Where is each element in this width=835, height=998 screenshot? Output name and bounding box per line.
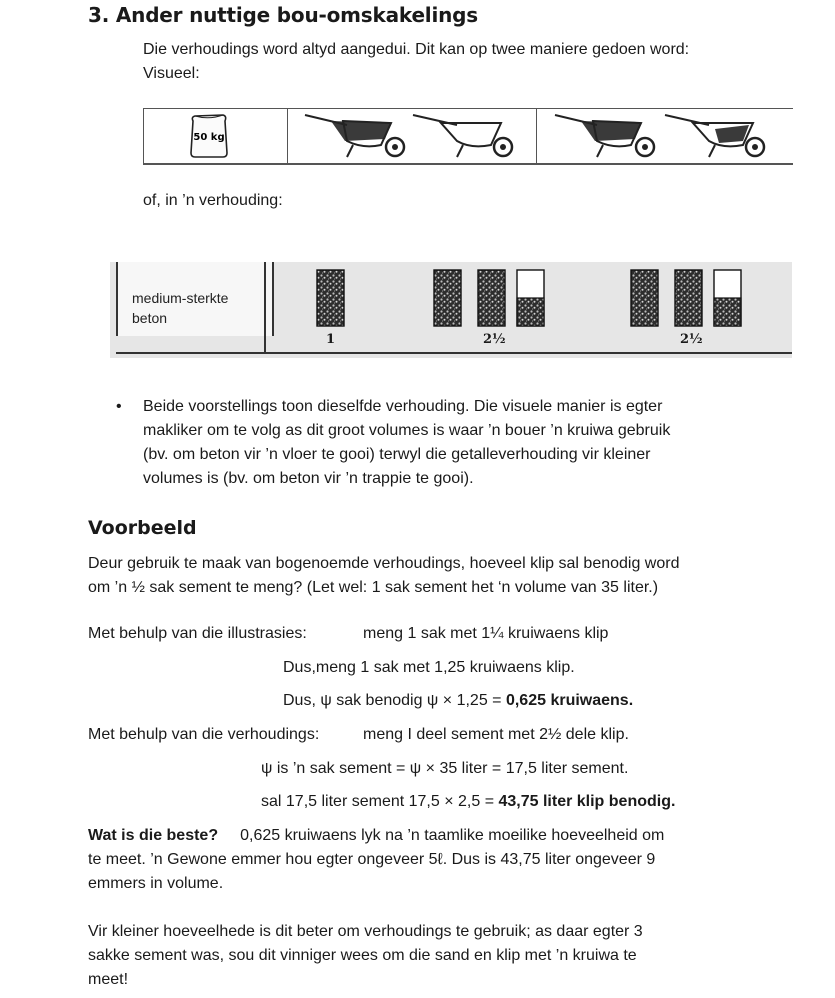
- ratio-step1: meng I deel sement met 2½ dele klip.: [363, 726, 629, 743]
- ratio-label-line1: medium-sterkte: [132, 290, 229, 306]
- bullet-dot: •: [116, 398, 122, 415]
- bullet-line: (bv. om beton vir ’n vloer te gooi) terwyl die getalleverhouding vir kleiner: [143, 446, 651, 463]
- best-line: te meet. ’n Gewone emmer hou egter ongeveer 5ℓ. Dus is 43,75 liter ongeveer 9: [88, 851, 656, 868]
- example-question: [88, 552, 788, 600]
- final-line: meet!: [88, 971, 129, 988]
- illus-label: Met behulp van die illustrasies:: [88, 625, 307, 642]
- cement-block: [317, 270, 344, 326]
- best-paragraph: [88, 824, 808, 896]
- wheelbarrow-empty-icon: [411, 111, 526, 161]
- ratio-step3-text: sal 17,5 liter sement 17,5 × 2,5 =: [261, 793, 499, 810]
- or-text: of, in ’n verhouding:: [143, 192, 283, 209]
- ratio-number: 2½: [680, 332, 703, 347]
- question-line: om ’n ½ sak sement te meng? (Let wel: 1 sak sement het ‘n volume van 35 liter.): [88, 579, 659, 596]
- ratio-result: 43,75 liter klip benodig.: [498, 793, 676, 810]
- section-heading: 3. Ander nuttige bou-omskakelings: [88, 3, 478, 27]
- bullet-line: makliker om te volg as dit groot volumes is waar ’n bouer ’n kruiwa gebruik: [143, 422, 671, 439]
- wheelbarrow-full-icon: [553, 111, 668, 161]
- cement-bag-icon: [187, 113, 231, 159]
- ratio-step3: [261, 790, 675, 814]
- example-heading: Voorbeeld: [88, 517, 197, 539]
- stone-block: [478, 270, 505, 326]
- question-line: Deur gebruik te maak van bogenoemde verhoudings, hoeveel klip sal benodig word: [88, 555, 680, 572]
- visual-ratio-strip: [143, 108, 793, 165]
- best-label: Wat is die beste?: [88, 827, 219, 844]
- bullet-line: volumes is (bv. om beton vir ’n trappie te gooi).: [143, 470, 474, 487]
- stone-block: [631, 270, 658, 326]
- bullet-text: [143, 395, 783, 491]
- wheelbarrow-partial-icon: [663, 111, 778, 161]
- illus-step1: meng 1 sak met 1¼ kruiwaens klip: [363, 625, 609, 642]
- stone-block: [434, 270, 461, 326]
- ratio-label: Met behulp van die verhoudings:: [88, 726, 320, 743]
- final-paragraph: [88, 920, 808, 992]
- wheelbarrow-full-icon: [303, 111, 418, 161]
- intro-text: Die verhoudings word altyd aangedui. Dit kan op twee maniere gedoen word: Visueel:: [143, 41, 690, 82]
- stone-block: [675, 270, 702, 326]
- illus-step2: Dus,meng 1 sak met 1,25 kruiwaens klip.: [283, 659, 575, 676]
- final-line: Vir kleiner hoeveelhede is dit beter om verhoudings te gebruik; as daar egter 3: [88, 923, 643, 940]
- illus-step3-text: Dus, ψ sak benodig ψ × 1,25 =: [283, 692, 506, 709]
- best-line: 0,625 kruiwaens lyk na ’n taamlike moeilike hoeveelheid om: [240, 827, 665, 844]
- bag-label: 50 kg: [193, 132, 225, 143]
- illus-result: 0,625 kruiwaens.: [505, 692, 634, 709]
- ratio-table: [110, 262, 792, 358]
- final-line: sakke sement was, sou dit vinniger wees om die sand en klip met ’n kruiwa te: [88, 947, 637, 964]
- ratio-number: 1: [326, 332, 336, 347]
- best-line: emmers in volume.: [88, 875, 224, 892]
- ratio-label-line2: beton: [132, 310, 168, 326]
- ratio-number: 2½: [483, 332, 506, 347]
- illus-step3: [283, 689, 633, 713]
- ratio-step2: ψ is ’n sak sement = ψ × 35 liter = 17,5 liter sement.: [261, 760, 629, 777]
- bullet-line: Beide voorstellings toon dieselfde verhouding. Die visuele manier is egter: [143, 398, 663, 415]
